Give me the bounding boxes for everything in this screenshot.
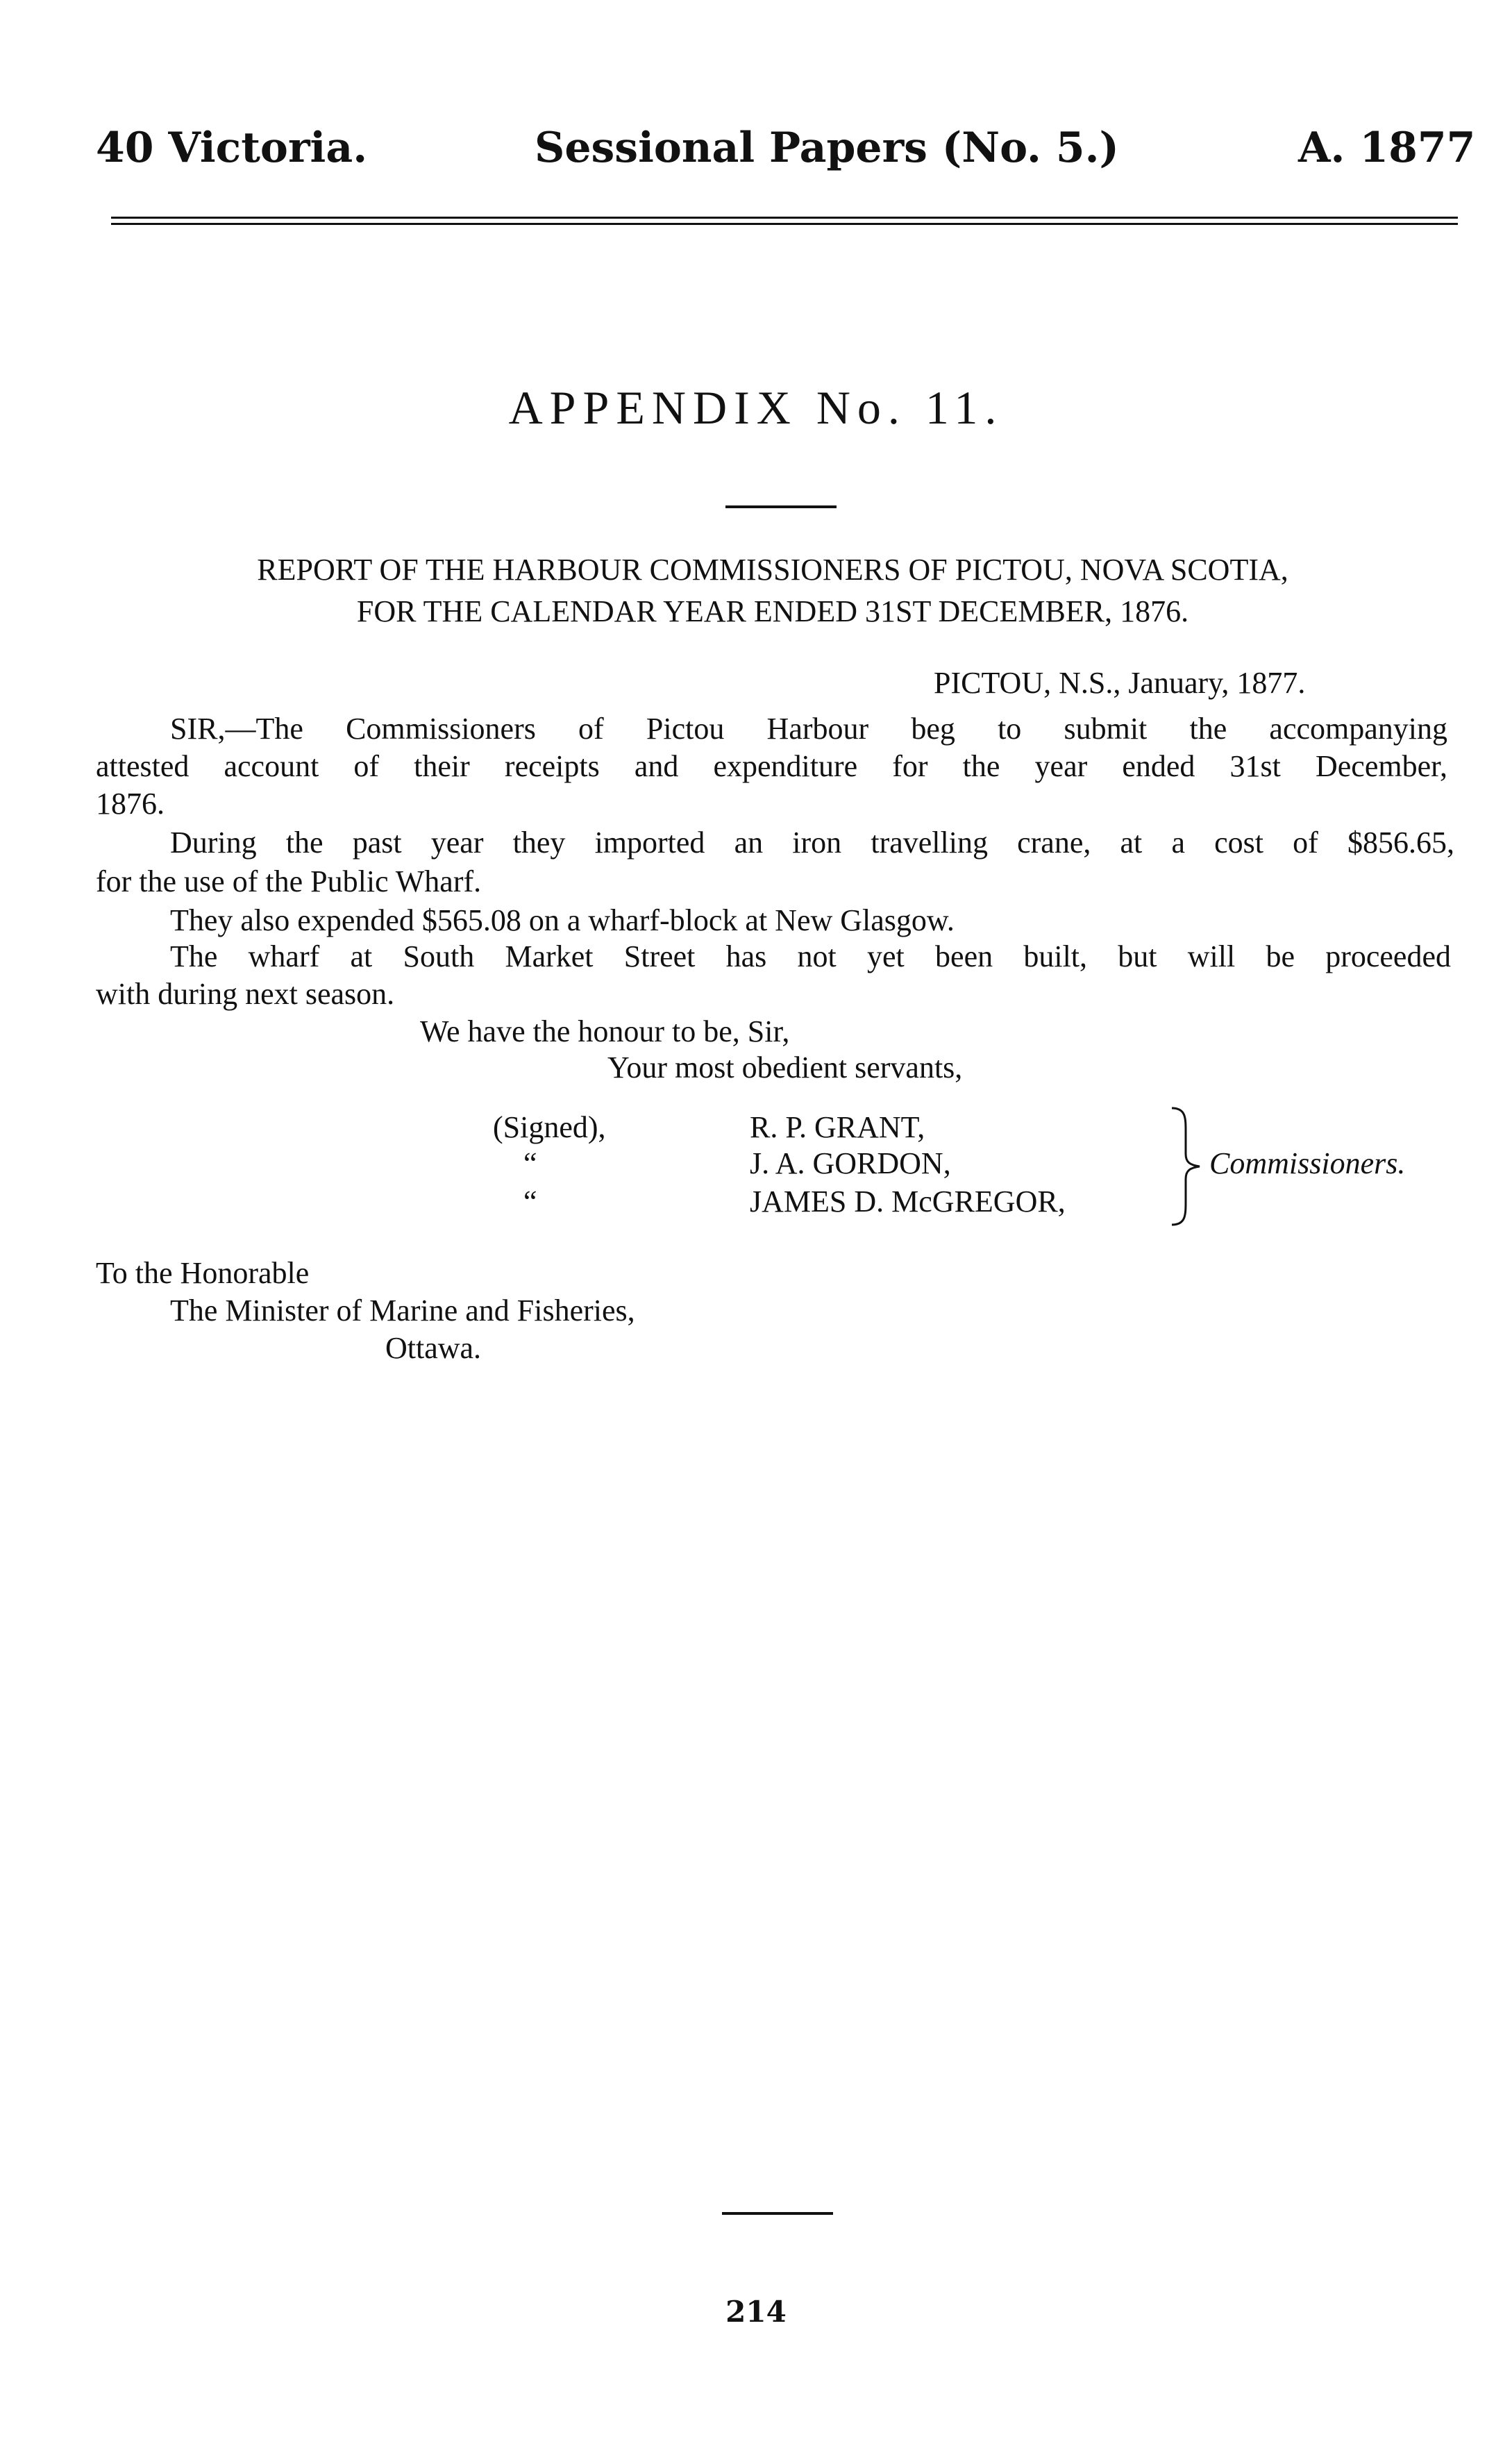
appendix-title: APPENDIX No. 11. [508,381,1004,434]
addressee-line-3: Ottawa. [385,1331,482,1365]
header-double-rule [111,217,1458,225]
letter-closing-line-1: We have the honour to be, Sir, [420,1014,790,1048]
ditto-mark: “ [523,1146,537,1180]
letter-paragraph-1-line-3: 1876. [96,787,165,821]
letter-paragraph-3: They also expended $565.08 on a wharf-block at New Glasgow. [170,903,955,937]
addressee-line-2: The Minister of Marine and Fisheries, [170,1293,635,1328]
letter-paragraph-2-line-1: During the past year they imported an iron travelling crane, at a cost of $856.65, [170,826,1454,860]
running-header-volume: 40 Victoria. [96,124,368,172]
letter-closing-line-2: Your most obedient servants, [607,1050,963,1085]
ditto-mark: “ [523,1184,537,1219]
letter-paragraph-1-line-2: attested account of their receipts and expenditure for the year ended 31st December, [96,749,1447,783]
running-header-series: Sessional Papers (No. 5.) [535,124,1119,172]
letter-paragraph-4-line-2: with during next season. [96,977,395,1011]
commissioners-label: Commissioners. [1209,1146,1406,1180]
letter-paragraph-2-line-2: for the use of the Public Wharf. [96,864,482,898]
report-heading-line-2: FOR THE CALENDAR YEAR ENDED 31ST DECEMBER, 1876. [356,594,1189,628]
signed-label: (Signed), [493,1110,606,1144]
letter-paragraph-4-line-1: The wharf at South Market Street has not yet been built, but will be proceeded [170,939,1451,973]
dateline: PICTOU, N.S., January, 1877. [934,666,1306,700]
signatory-name: J. A. GORDON, [750,1146,951,1180]
section-end-rule [722,2212,833,2215]
right-brace [1166,1104,1208,1229]
addressee-line-1: To the Honorable [96,1256,310,1290]
title-rule [725,505,837,508]
report-heading-line-1: REPORT OF THE HARBOUR COMMISSIONERS OF PICTOU, NOVA SCOTIA, [257,553,1288,587]
signatory-name: JAMES D. McGREGOR, [750,1184,1066,1219]
letter-paragraph-1-line-1: SIR,—The Commissioners of Pictou Harbour beg to submit the accompanying [170,712,1447,746]
page-number: 214 [725,2295,787,2329]
running-header-year: A. 1877 [1298,124,1476,172]
signatory-name: R. P. GRANT, [750,1110,925,1144]
